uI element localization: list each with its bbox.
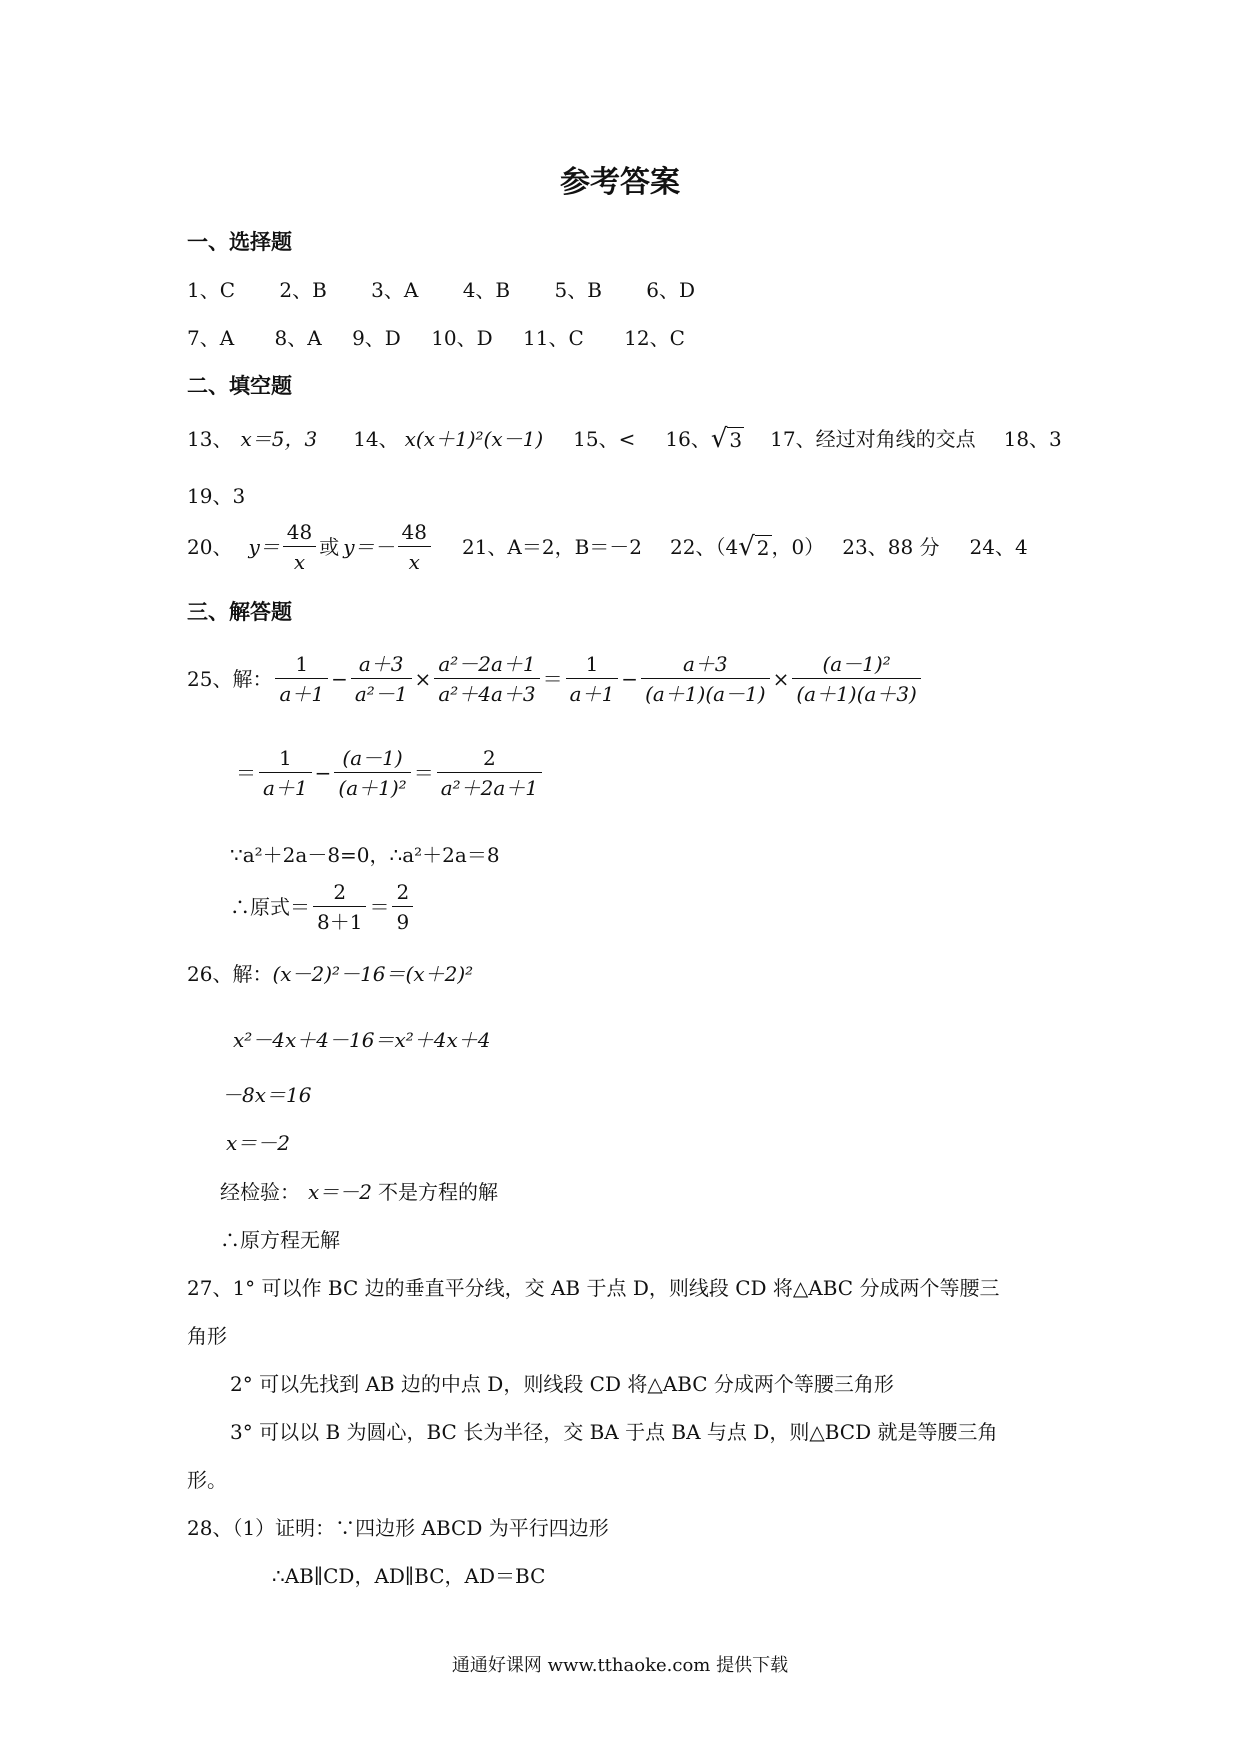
section-heading-choice: 一、选择题 [187,230,292,254]
answer-8: 8、A [274,326,322,350]
q15-answer: 15、< [573,427,636,451]
q22-post: ，0） [771,535,825,559]
choice-row-2 [187,328,685,348]
q28-line-2: ∴AB∥CD，AD∥BC，AD＝BC [272,1564,546,1588]
q27-line-1: 27、1° 可以作 BC 边的垂直平分线，交 AB 于点 D，则线段 CD 将△ABC 分成两个等腰三 [187,1276,1000,1300]
answer-7: 7、A [187,326,235,350]
q27-line-1-cont: 角形 [187,1324,227,1348]
answer-5: 5、B [554,278,602,302]
q25-frac-2: $\frac{a+3}{\text{a²－1}}$ [351,654,412,704]
answer-4: 4、B [462,278,511,302]
q20-or: 或 [319,535,340,559]
answer-3: 3、A [371,278,419,302]
q25-frac-4: $\frac{1}{a+1}$ [566,654,619,704]
q25-frac-1: $\frac{1}{a+1}$ [275,654,328,704]
q13-label: 13、 [187,427,233,451]
section-heading-fill: 二、填空题 [187,374,292,398]
q20-lhs: y＝ [248,535,280,559]
q16-label: 16、 [665,427,711,451]
q26-conclusion: ∴原方程无解 [220,1228,340,1252]
q17-answer: 17、经过对角线的交点 [770,427,976,451]
q25-label: 25、解： [187,667,273,691]
q20-fraction-1: $\frac{48}{x}$ [283,522,316,572]
q20-fraction-2: $\frac{48}{x}$ [398,522,431,572]
q25-l2-frac-2: $\frac{(a-1)}{\text{(a＋1)²}}$ [334,748,410,798]
q26-equation: (x－2)²－16＝(x＋2)² [272,962,474,986]
q25-l2-frac-1: $\frac{1}{a+1}$ [259,748,312,798]
q26-check: 经检验： x＝－2 不是方程的解 [220,1180,499,1204]
answer-11: 11、C [523,326,584,350]
q20-lhs-2: y＝－ [343,535,395,559]
answer-9: 9、D [352,326,401,350]
q28-line-1: 28、（1）证明：∵四边形 ABCD 为平行四边形 [187,1516,609,1540]
q26-line-2: x²－4x＋4－16＝x²＋4x＋4 [233,1028,491,1052]
answer-12: 12、C [624,326,685,350]
choice-row-1 [187,280,695,300]
q23-answer: 23、88 分 [842,535,940,559]
q21-answer: 21、A＝2，B＝－2 [461,535,643,559]
q14-label: 14、 [353,427,399,451]
q24-answer: 24、4 [969,535,1028,559]
q26-line-3: －8x＝16 [222,1083,312,1107]
q25-condition: ∵a²＋2a－8=0，∴a²＋2a＝8 [230,843,500,867]
q22-sqrt: √ 2 [738,532,770,562]
answer-10: 10、D [431,326,493,350]
q25-result: ∴原式＝ $\frac{2}{8+1}$ ＝ $\frac{2}{9}$ [230,882,416,932]
q25-frac-6: $\frac{\text{(a－1)²}}{(a+1)(a+3)}$ [792,654,921,704]
q13-answer: x＝5，3 [240,427,318,451]
q26-line-1: 26、解：(x－2)²－16＝(x＋2)² [187,962,474,986]
q27-line-3: 3° 可以以 B 为圆心，BC 长为半径，交 BA 于点 BA 与点 D，则△BCD 就是等腰三角 [230,1420,998,1444]
q20-label: 20、 [187,535,233,559]
q19-answer: 19、3 [187,484,246,508]
q25-line-1: 25、解： $\frac{1}{a+1}$ − $\frac{a+3}{\text{a²－1}}$ × $\frac{\text{a²－2a＋1}}{\text{a²＋4a＋3}}$ ＝ $\frac{1}{a+1}$ − $\frac{a+3}{(a+1)(a-1)}$ × $\frac{\text{(a－1)²}}{(a+1)(a+3)}$ [187,654,924,704]
q25-frac-3: $\frac{\text{a²－2a＋1}}{\text{a²＋4a＋3}}$ [434,654,539,704]
page-title: 参考答案 [560,165,680,200]
answer-2: 2、B [279,278,327,302]
q27-line-3-cont: 形。 [187,1468,227,1492]
answer-1: 1、C [187,278,236,302]
q14-answer: x(x＋1)²(x－1) [404,427,544,451]
q22-pre: 22、（4 [670,535,739,559]
footer-text: 通通好课网 www.tthaoke.com 提供下载 [451,1655,789,1676]
fill-row-3 [187,522,1028,572]
section-heading-solve: 三、解答题 [187,600,292,624]
q25-l2-frac-3: $\frac{2}{\text{a²＋2a＋1}}$ [437,748,542,798]
q25-frac-5: $\frac{a+3}{(a+1)(a-1)}$ [641,654,770,704]
q25-l4-frac-2: $\frac{2}{9}$ [392,882,413,932]
q18-answer: 18、3 [1003,427,1062,451]
q25-l4-frac-1: $\frac{2}{8+1}$ [313,882,366,932]
q26-line-4: x＝－2 [226,1131,291,1155]
answer-6: 6、D [646,278,696,302]
q27-line-2: 2° 可以先找到 AB 边的中点 D，则线段 CD 将△ABC 分成两个等腰三角形 [230,1372,894,1396]
q25-line-2: ＝ $\frac{1}{a+1}$ − $\frac{(a-1)}{\text{(a＋1)²}}$ ＝ $\frac{2}{\text{a²＋2a＋1}}$ [236,748,545,798]
fill-row-1 [187,426,1062,452]
q16-sqrt: √ 3 [710,424,743,454]
